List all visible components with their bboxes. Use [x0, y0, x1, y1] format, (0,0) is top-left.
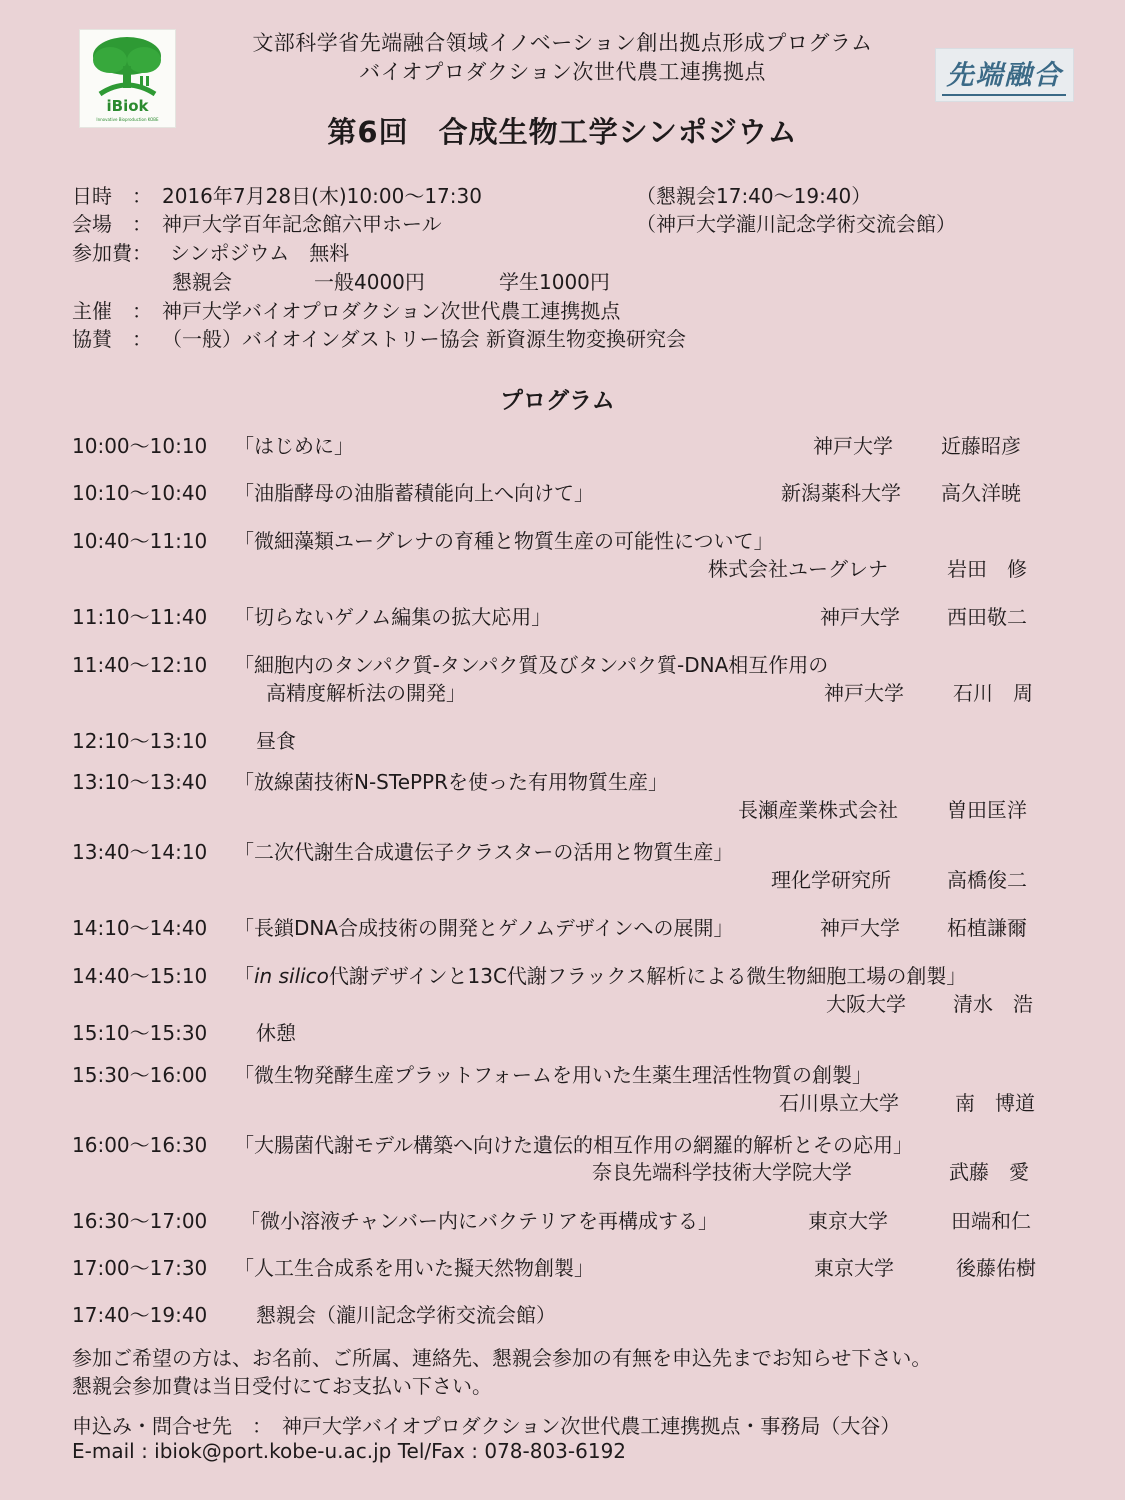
program-title: 「人工生合成系を用いた擬天然物創製」 [234, 1256, 594, 1280]
program-time: 13:10～13:40 [72, 770, 208, 794]
logo-right-text: 先端融合 [946, 60, 1063, 91]
footer-note-1: 参加ご希望の方は、お名前、ご所属、連絡先、懇親会参加の有無を申込先までお知らせ下さい。 [72, 1346, 932, 1370]
program-affiliation: 奈良先端科学技術大学院大学 [592, 1160, 852, 1184]
program-affiliation: 理化学研究所 [771, 868, 891, 892]
header-line-1: 文部科学省先端融合領域イノベーション創出拠点形成プログラム [252, 31, 873, 55]
program-affiliation: 大阪大学 [826, 992, 906, 1016]
footer-email[interactable]: E-mail : ibiok@port.kobe-u.ac.jp Tel/Fax : 078-803-6192 [72, 1439, 627, 1463]
fee-party: 懇親会 [172, 270, 232, 294]
program-speaker: 西田敬二 [947, 605, 1027, 629]
program-speaker: 田端和仁 [951, 1209, 1031, 1233]
fee-symposium: シンポジウム 無料 [170, 241, 350, 265]
page-title: 第6回 合成生物工学シンポジウム [327, 115, 798, 149]
program-time: 14:40～15:10 [72, 964, 208, 988]
program-title: 休憩 [256, 1021, 296, 1045]
program-speaker: 武藤 愛 [949, 1160, 1029, 1184]
program-title: 「切らないゲノム編集の拡大応用」 [234, 605, 552, 629]
program-speaker: 石川 周 [953, 681, 1033, 705]
date-label: 日時 ： [72, 184, 152, 208]
program-title [234, 960, 966, 989]
program-affiliation: 神戸大学 [824, 681, 904, 705]
program-title: 「細胞内のタンパク質-タンパク質及びタンパク質-DNA相互作用の [234, 653, 829, 677]
program-title-rest: 代謝デザインと13C代謝フラックス解析による微生物細胞工場の創製」 [328, 964, 967, 988]
program-title-line-2: 高精度解析法の開発」 [266, 681, 466, 705]
date-value: 2016年7月28日(木)10:00～17:30 [162, 184, 482, 208]
program-heading: プログラム [500, 388, 615, 414]
program-title: 「二次代謝生合成遺伝子クラスターの活用と物質生産」 [234, 840, 734, 864]
program-time: 10:00～10:10 [72, 434, 208, 458]
footer-note-2: 懇親会参加費は当日受付にてお支払い下さい。 [72, 1374, 492, 1398]
program-speaker: 曽田匡洋 [947, 798, 1027, 822]
venue-note: （神戸大学瀧川記念学術交流会館） [636, 212, 956, 236]
support-value: （一般）バイオインダストリー協会 新資源生物変換研究会 [162, 327, 686, 351]
program-title: 「微小溶液チャンバー内にバクテリアを再構成する」 [240, 1209, 718, 1233]
program-affiliation: 神戸大学 [820, 916, 900, 940]
program-time: 11:40～12:10 [72, 653, 208, 677]
program-title: 「長鎖DNA合成技術の開発とゲノムデザインへの展開」 [234, 916, 734, 940]
program-time: 10:40～11:10 [72, 529, 208, 553]
program-affiliation: 神戸大学 [813, 434, 893, 458]
logo-left-subtext: Innovative Bioproduction KOBE [96, 117, 159, 122]
program-time: 10:10～10:40 [72, 481, 208, 505]
support-label: 協賛 ： [72, 327, 152, 351]
program-affiliation: 神戸大学 [820, 605, 900, 629]
program-title: 「はじめに」 [234, 434, 354, 458]
program-title-italic: in silico [254, 964, 329, 988]
program-speaker: 高橋俊二 [947, 868, 1027, 892]
program-title: 「油脂酵母の油脂蓄積能向上へ向けて」 [234, 481, 594, 505]
program-title: 「微生物発酵生産プラットフォームを用いた生薬生理活性物質の創製」 [234, 1063, 872, 1087]
program-speaker: 後藤佑樹 [956, 1256, 1036, 1280]
program-time: 16:00～16:30 [72, 1133, 208, 1157]
program-affiliation: 新潟薬科大学 [781, 481, 901, 505]
program-speaker: 岩田 修 [947, 557, 1027, 581]
header-line-2: バイオプロダクション次世代農工連携拠点 [359, 60, 766, 84]
program-affiliation: 東京大学 [814, 1256, 894, 1280]
program-affiliation: 石川県立大学 [779, 1091, 899, 1115]
host-label: 主催 ： [72, 299, 152, 323]
venue-value: 神戸大学百年記念館六甲ホール [162, 212, 442, 236]
program-time: 17:40～19:40 [72, 1303, 208, 1327]
program-time: 11:10～11:40 [72, 605, 208, 629]
fee-label: 参加費： [72, 241, 152, 265]
program-speaker: 南 博道 [955, 1091, 1035, 1115]
program-time: 12:10～13:10 [72, 729, 208, 753]
program-title: 「大腸菌代謝モデル構築へ向けた遺伝的相互作用の網羅的解析とその応用」 [234, 1133, 913, 1157]
program-speaker: 近藤昭彦 [941, 434, 1021, 458]
program-title: 昼食 [256, 729, 296, 753]
program-time: 17:00～17:30 [72, 1256, 208, 1280]
program-title: 「微細藻類ユーグレナの育種と物質生産の可能性について」 [234, 529, 774, 553]
footer-contact: 申込み・問合せ先 ： 神戸大学バイオプロダクション次世代農工連携拠点・事務局（大谷） [72, 1414, 901, 1438]
program-time: 13:40～14:10 [72, 840, 208, 864]
program-title-bracket: 「 [234, 964, 254, 988]
program-time: 14:10～14:40 [72, 916, 208, 940]
program-time: 16:30～17:00 [72, 1209, 208, 1233]
program-title: 懇親会（瀧川記念学術交流会館） [256, 1303, 556, 1327]
program-speaker: 高久洋暁 [941, 481, 1021, 505]
date-party: （懇親会17:40～19:40） [636, 184, 872, 208]
fee-general: 一般4000円 [314, 270, 425, 294]
program-speaker: 清水 浩 [953, 992, 1033, 1016]
program-affiliation: 東京大学 [808, 1209, 888, 1233]
logo-left-text: iBiok [106, 97, 149, 115]
program-time: 15:10～15:30 [72, 1021, 208, 1045]
program-speaker: 柘植謙爾 [947, 916, 1027, 940]
program-affiliation: 株式会社ユーグレナ [708, 557, 888, 581]
program-affiliation: 長瀬産業株式会社 [738, 798, 898, 822]
fee-student: 学生1000円 [499, 270, 610, 294]
host-value: 神戸大学バイオプロダクション次世代農工連携拠点 [162, 299, 621, 323]
venue-label: 会場 ： [72, 212, 152, 236]
program-title: 「放線菌技術N-STePPRを使った有用物質生産」 [234, 770, 669, 794]
program-time: 15:30～16:00 [72, 1063, 208, 1087]
